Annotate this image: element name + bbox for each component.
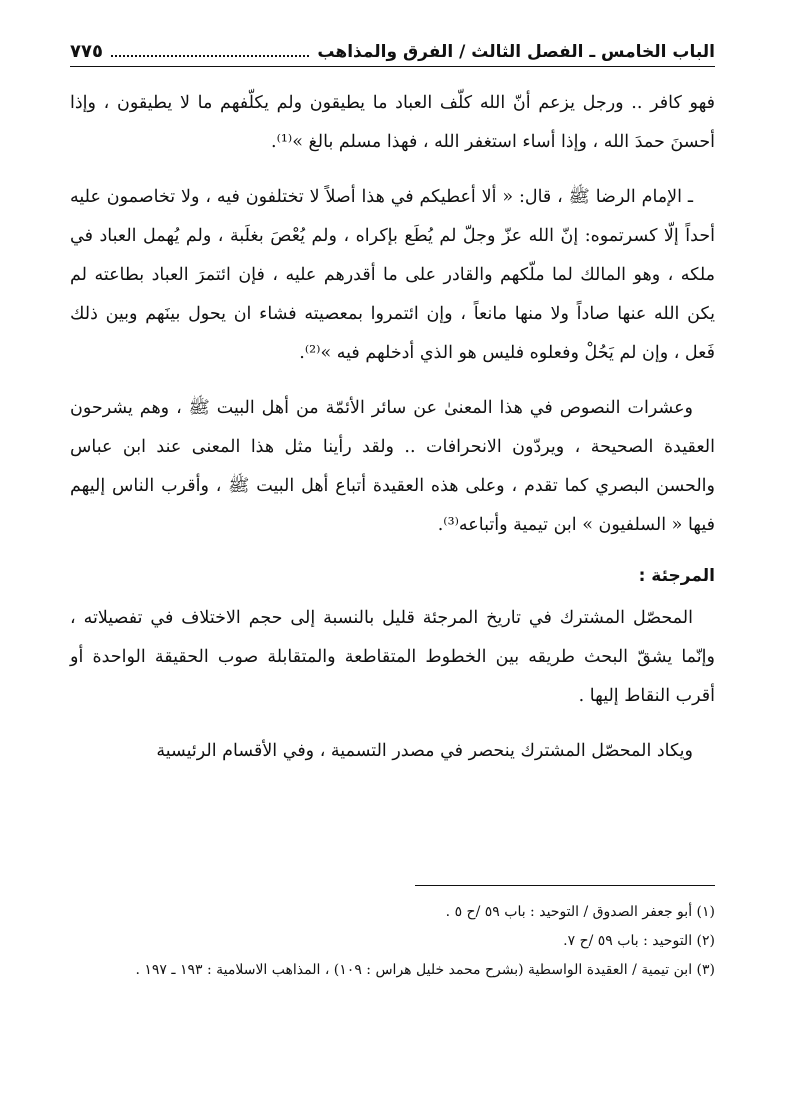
body-text — [70, 84, 715, 787]
paragraph: وعشرات النصوص في هذا المعنىٰ عن سائر الأئمّة من أهل البيت ﷺ ، وهم يشرحون العقيدة الصحيحة ، ويردّون الانحرافات .. ولقد رأينا مثل هذا المعنى عند ابن عباس والحسن البصري كما تقدم ، وعلى هذه العقيدة أتباع أهل البيت ﷺ ، وأقرب الناس إليهم فيها « السلفيون » ابن تيمية وأتباعه⁽³⁾. — [70, 398, 715, 535]
paragraph: ـ الإمام الرضا ﷺ ، قال: « ألا أعطيكم في هذا أصلاً لا تختلفون فيه ، ولا تخاصمون عليه أحداً إلّا كسرتموه: إنّ الله عزّ وجلّ لم يُطَع بإكراه ، ولم يُعْصَ بغلَبة ، ولم يُهمل العباد في ملكه ، وهو المالك لما ملّكهم والقادر على ما أقدرهم عليه ، فإن ائتمرَ العباد بطاعته لم يكن الله عنها صاداً ولا منها مانعاً ، وإن ائتمروا بمعصيته فشاء ان يحول بينَهم وبين ذلك فَعل ، وإن لم يَحُلْ وفعلوه فليس هو الذي أدخلهم فيه »⁽²⁾. — [70, 187, 715, 363]
running-header — [70, 34, 715, 67]
footnote: (١) أبو جعفر الصدوق / التوحيد : باب ٥٩ /ح ٥ . — [445, 904, 715, 920]
paragraph: فهو كافر .. ورجل يزعم أنّ الله كلّف العباد ما يطيقون ولم يكلّفهم ما لا يطيقون ، وإذا أحسنَ حمدَ الله ، وإذا أساء استغفر الله ، فهذا مسلم بالغ »⁽¹⁾. — [70, 93, 715, 152]
footnotes — [70, 885, 715, 985]
footnote-divider — [415, 885, 715, 886]
footnote: (٢) التوحيد : باب ٥٩ /ح ٧. — [563, 933, 715, 949]
paragraph: المحصّل المشترك في تاريخ المرجئة قليل بالنسبة إلى حجم الاختلاف في تفصيلاته ، وإنّما يشقّ البحث طريقه بين الخطوط المتقاطعة والمتقابلة صوب الحقيقة الواحدة أو أقرب النقاط إليها . — [70, 608, 715, 706]
page-number: ٧٧٥ — [70, 41, 103, 62]
paragraph: ويكاد المحصّل المشترك ينحصر في مصدر التسمية ، وفي الأقسام الرئيسية — [156, 741, 693, 761]
footnote: (٣) ابن تيمية / العقيدة الواسطية (بشرح محمد خليل هراس : ١٠٩) ، المذاهب الاسلامية : ١٩٣ ـ ١٩٧ . — [135, 962, 715, 978]
header-dot-leader — [111, 55, 309, 57]
chapter-title: الباب الخامس ـ الفصل الثالث / الفرق والمذاهب — [317, 42, 715, 62]
section-heading: المرجئة : — [638, 566, 715, 586]
